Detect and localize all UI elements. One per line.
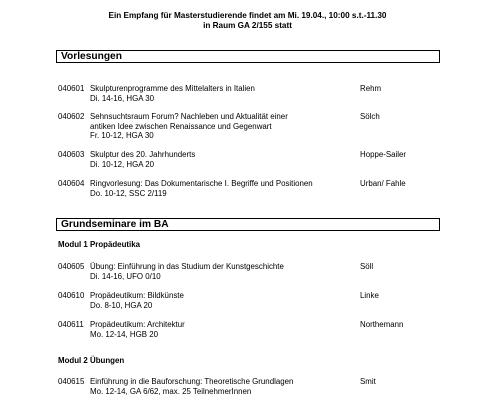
- module-label: Modul 1: [58, 240, 88, 249]
- course-title: Sehnsuchtsraum Forum? Nachleben und Aktualität einer: [90, 112, 288, 121]
- course-lecturer: Sölch: [360, 112, 380, 121]
- course-number: 040605: [58, 262, 85, 271]
- course-schedule: Mo. 12-14, GA 6/62, max. 25 TeilnehmerInnen: [90, 386, 252, 396]
- course-schedule: Di. 14-16, UFO 0/10: [90, 271, 161, 281]
- course-title: Propädeutikum: Architektur: [90, 320, 185, 329]
- course-lecturer: Rehm: [360, 84, 382, 93]
- module-header: [58, 240, 140, 250]
- course-schedule: Fr. 10-12, HGA 30: [90, 131, 154, 140]
- course-lecturer: Northemann: [360, 320, 404, 329]
- course-lecturer: Hoppe-Sailer: [360, 150, 407, 159]
- course-number: 040604: [58, 179, 85, 188]
- course-schedule: Di. 10-12, HGA 20: [90, 159, 155, 169]
- course-schedule: Do. 10-12, SSC 2/119: [90, 188, 167, 198]
- course-schedule: Do. 8-10, HGA 20: [90, 300, 153, 310]
- module-header: [58, 356, 125, 366]
- course-number: 040602: [58, 112, 85, 121]
- course-title: Skulpturenprogramme des Mittelalters in Italien: [90, 84, 255, 93]
- section-title: Vorlesungen: [61, 51, 122, 62]
- module-title: Propädeutika: [90, 240, 140, 249]
- course-number: 040603: [58, 150, 85, 159]
- section-header-grundseminare: [56, 218, 440, 231]
- reception-notice-line: Ein Empfang für Masterstudierende findet am Mi. 19.04., 10:00 s.t.-11.30: [108, 11, 387, 20]
- course-lecturer: Smit: [360, 377, 376, 386]
- section-header-vorlesungen: [56, 50, 440, 63]
- course-schedule: Mo. 12-14, HGB 20: [90, 329, 158, 339]
- course-title: antiken Idee zwischen Renaissance und Gegenwart: [90, 121, 272, 131]
- section-title: Grundseminare im BA: [61, 219, 169, 230]
- course-title: Skulptur des 20. Jahrhunderts: [90, 150, 196, 159]
- course-lecturer: Söll: [360, 262, 374, 271]
- course-number: 040611: [58, 320, 84, 329]
- course-schedule: Di. 14-16, HGA 30: [90, 93, 155, 103]
- course-title: Propädeutikum: Bildkünste: [90, 291, 184, 300]
- course-number: 040610: [58, 291, 85, 300]
- module-title: Übungen: [90, 356, 125, 365]
- reception-notice: [0, 11, 495, 32]
- course-title: Übung: Einführung in das Studium der Kunstgeschichte: [90, 262, 284, 271]
- module-label: Modul 2: [58, 356, 88, 365]
- reception-notice-line: in Raum GA 2/155 statt: [203, 21, 292, 31]
- course-title: Ringvorlesung: Das Dokumentarische I. Begriffe und Positionen: [90, 179, 313, 188]
- course-number: 040601: [58, 84, 85, 93]
- course-lecturer: Linke: [360, 291, 379, 300]
- course-lecturer: Urban/ Fahle: [360, 179, 406, 188]
- course-number: 040615: [58, 377, 85, 386]
- course-title: Einführung in die Bauforschung: Theoretische Grundlagen: [90, 377, 294, 386]
